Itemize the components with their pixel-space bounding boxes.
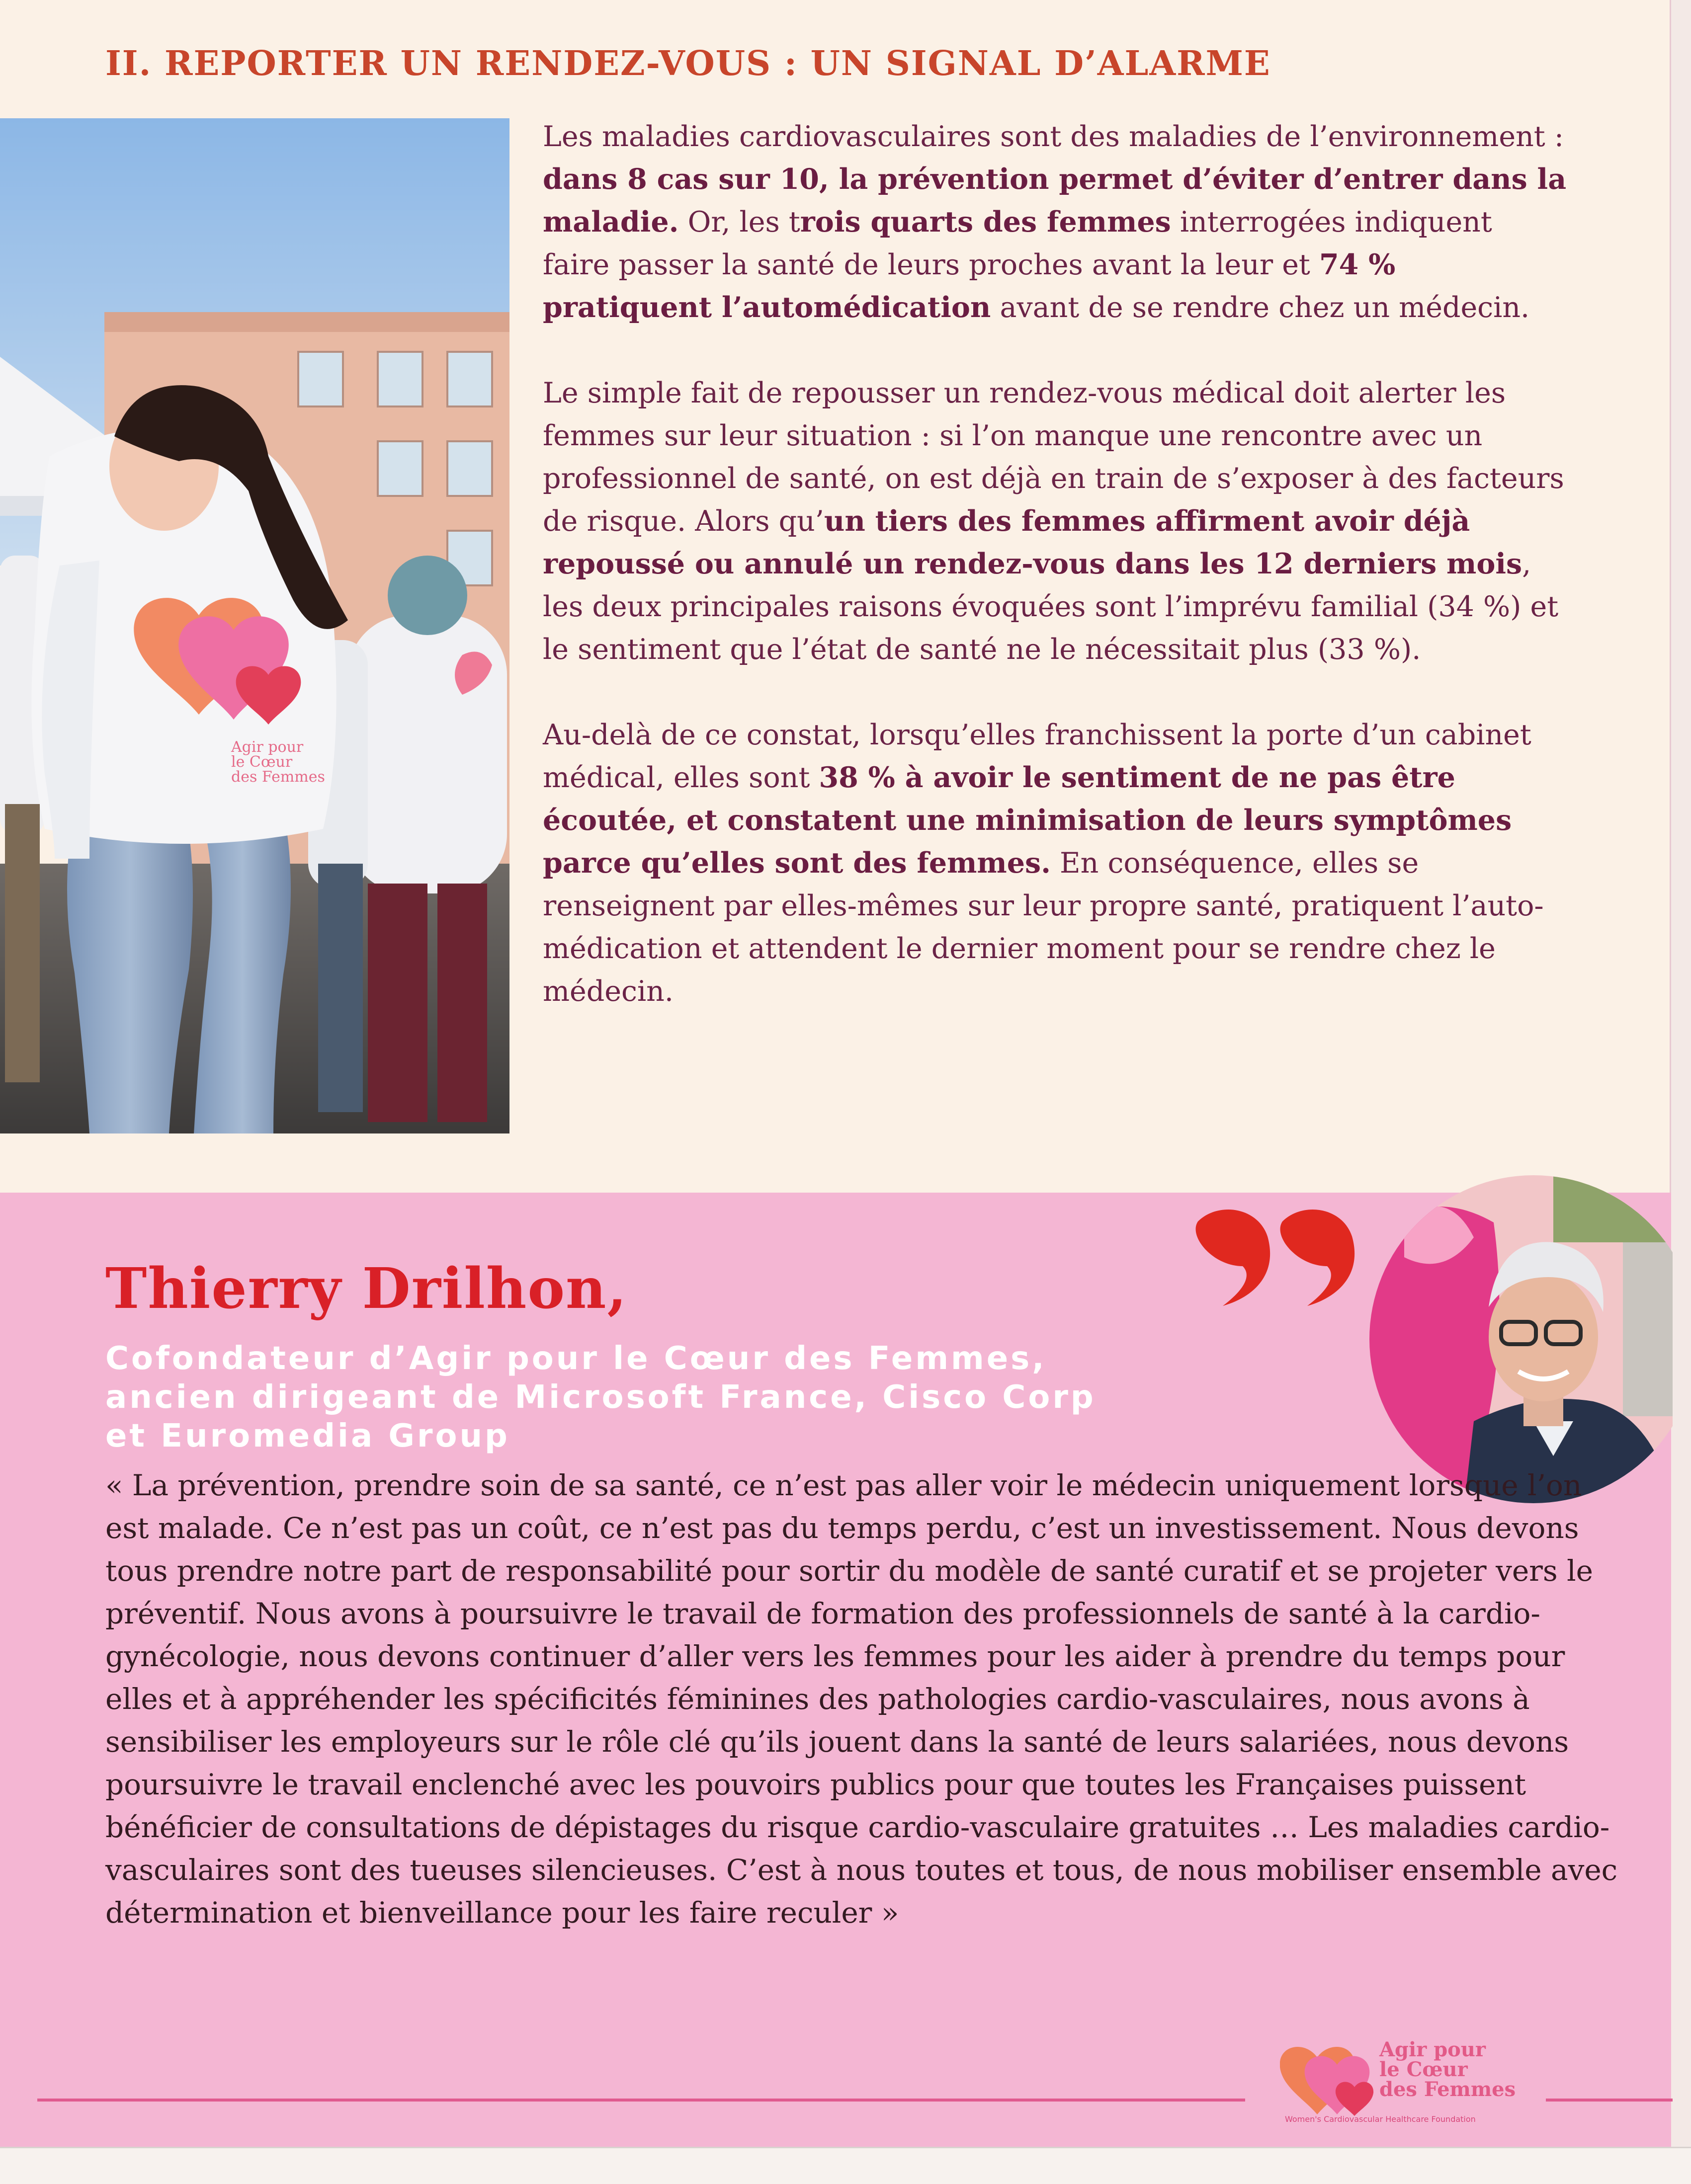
logo-line: Agir pour (1379, 2038, 1486, 2061)
next-page-edge (0, 2147, 1691, 2184)
body-text: , les deux principales raisons évoquées sont l’imprévu familial (34 %) et le sentiment que l’état de santé ne le nécessitait plus (33 %). (543, 548, 1559, 666)
quote-marks-icon (1178, 1202, 1357, 1316)
jacket-logo-line: Agir pour (231, 738, 304, 756)
testimonial-role (105, 1339, 1179, 1456)
logo-wordmark (1379, 2040, 1558, 2100)
section-heading: II. REPORTER UN RENDEZ-VOUS : UN SIGNAL D’ALARME (105, 44, 1271, 83)
highlight-text: 38 % à avoir le sentiment de ne pas être écoutée, et constatent une minimisation de leurs symptômes parce qu’elles sont des femmes. (543, 761, 1512, 880)
paragraph (543, 115, 1567, 329)
logo-line: des Femmes (1379, 2078, 1516, 2101)
logo-line: le Cœur (1379, 2058, 1468, 2081)
body-text: Le simple fait de repousser un rendez-vous médical doit alerter les femmes sur leur situation : si l’on manque une rencontre avec un professionnel de santé, on est déjà en train de s’exposer à des facteurs de risque. Alors qu’ (543, 377, 1564, 538)
paragraph (543, 372, 1567, 671)
jacket-logo-line: des Femmes (231, 768, 325, 786)
body-text: Or, les t (678, 206, 800, 239)
logo-tagline: Women's Cardiovascular Healthcare Foundation (1285, 2114, 1476, 2124)
role-line: Cofondateur d’Agir pour le Cœur des Femmes, (105, 1340, 1047, 1377)
divider-line (37, 2099, 1245, 2102)
highlight-text: dans 8 cas sur 10, la prévention permet d’éviter d’entrer dans la maladie. (543, 162, 1567, 239)
role-line: ancien dirigeant de Microsoft France, Cisco Corp (105, 1379, 1096, 1416)
highlight-text: 74 % pratiquent l’automédication (543, 248, 1396, 324)
page-edge (1670, 0, 1691, 2183)
body-text: En conséquence, elles se renseignent par elles-mêmes sur leur propre santé, pratiquent l’auto-médication et attendent le dernier moment pour se rendre chez le médecin. (543, 847, 1544, 1008)
body-text: Au-delà de ce constat, lorsqu’elles franchissent la porte d’un cabinet médical, elles sont (543, 719, 1531, 794)
divider-line (1546, 2099, 1673, 2102)
volunteer-photo (0, 118, 509, 1133)
role-line: et Euromedia Group (105, 1418, 510, 1455)
highlight-text: un tiers des femmes affirment avoir déjà repoussé ou annulé un rendez-vous dans les 12 derniers mois (543, 504, 1522, 580)
body-text: Les maladies cardiovasculaires sont des maladies de l’environnement : (543, 120, 1564, 153)
highlight-text: rois quarts des femmes (800, 205, 1171, 239)
portrait-photo (1345, 1143, 1673, 1508)
testimonial-name: Thierry Drilhon, (105, 1256, 628, 1321)
jacket-logo-line: le Cœur (231, 753, 293, 771)
body-text: interrogées indiquent faire passer la santé de leurs proches avant la leur et (543, 206, 1492, 281)
article-body (543, 115, 1567, 1055)
paragraph (543, 714, 1567, 1013)
testimonial-quote: « La prévention, prendre soin de sa santé, ce n’est pas aller voir le médecin uniquement lorsque l’on est malade. Ce n’est pas un coût, ce n’est pas du temps perdu, c’est un investissement. Nous devons tous prendre notre part de responsabilité pour sortir du modèle de santé curatif et se projeter vers le préventif. Nous avons à poursuivre le travail de formation des professionnels de santé à la cardio-gynécologie, nous devons continuer d’aller vers les femmes pour les aider à prendre du temps pour elles et à appréhender les spécificités féminines des pathologies cardio-vasculaires, nous avons à sensibiliser les employeurs sur le rôle clé qu’ils jouent dans la santé de leurs salariées, nous devons poursuivre le travail enclenché avec les pouvoirs publics pour que toutes les Françaises puissent bénéficier de consultations de dépistages du risque cardio-vasculaire gratuites … Les maladies cardio-vasculaires sont des tueuses silencieuses. C’est à nous toutes et tous, de nous mobiliser ensemble avec détermination et bienveillance pour les faire reculer » (105, 1468, 1618, 1930)
body-text: avant de se rendre chez un médecin. (991, 291, 1530, 324)
